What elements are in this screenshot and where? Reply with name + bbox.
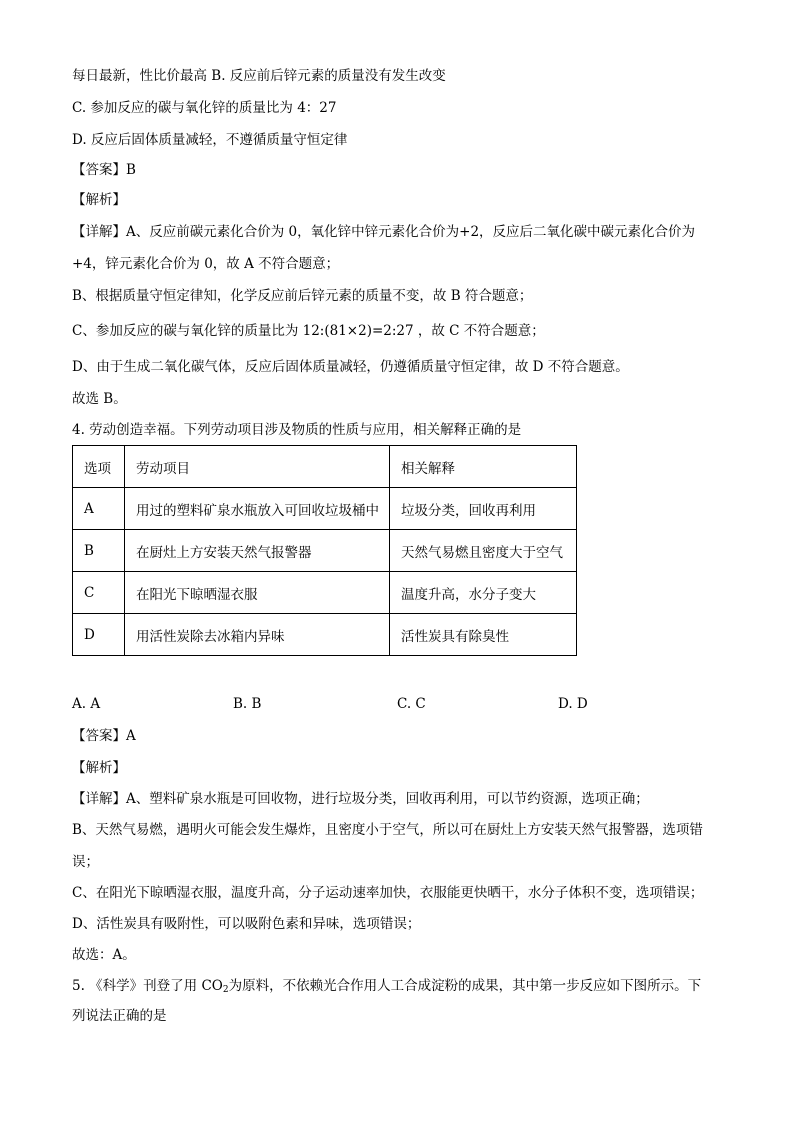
- co2-subscript: 2: [222, 985, 229, 995]
- q4-options-table: [72, 445, 577, 656]
- table-row: [73, 488, 577, 530]
- table-row: [73, 530, 577, 572]
- choice-d: D. D: [558, 696, 588, 712]
- q3-option-d: D. 反应后固体质量减轻，不遵循质量守恒定律: [72, 132, 348, 148]
- table-cell: C: [73, 572, 125, 614]
- q3-explanation-d: D、由于生成二氧化碳气体，反应后固体质量减轻，仍遵循质量守恒定律，故 D 不符合题意。: [72, 359, 629, 375]
- choice-b: B. B: [233, 696, 262, 712]
- q3-option-b-line: 每日最新，性比价最高 B. 反应前后锌元素的质量没有发生改变: [72, 68, 446, 84]
- choice-c: C. C: [397, 696, 426, 712]
- table-cell: 垃圾分类，回收再利用: [390, 488, 577, 530]
- table-cell: 用过的塑料矿泉水瓶放入可回收垃圾桶中: [125, 488, 390, 530]
- q3-explanation-1: 【详解】A、反应前碳元素化合价为 0，氧化锌中锌元素化合价为+2，反应后二氧化碳中碳元素化合价为: [72, 224, 696, 240]
- table-header-row: [73, 446, 577, 488]
- q4-explanation-b-1: B、天然气易燃，遇明火可能会发生爆炸，且密度小于空气，所以可在厨灶上方安装天然气报警器，选项错: [72, 822, 703, 838]
- q3-answer: 【答案】B: [72, 162, 136, 178]
- q4-analysis-heading: 【解析】: [72, 760, 126, 776]
- table-cell: 天然气易燃且密度大于空气: [390, 530, 577, 572]
- q3-analysis-heading: 【解析】: [72, 192, 126, 208]
- q4-explanation-d: D、活性炭具有吸附性，可以吸附色素和异味，选项错误；: [72, 916, 421, 932]
- q4-conclusion: 故选：A。: [72, 947, 136, 963]
- table-cell: 活性炭具有除臭性: [390, 614, 577, 656]
- table-cell: D: [73, 614, 125, 656]
- q5-stem-2: 列说法正确的是: [72, 1008, 167, 1024]
- table-row: [73, 614, 577, 656]
- q5-stem-part-2: 为原料，不依赖光合作用人工合成淀粉的成果，其中第一步反应如下图所示。下: [228, 978, 702, 994]
- q5-stem-part-1: 5. 《科学》刊登了用 CO: [72, 978, 223, 994]
- q3-explanation-c: C、参加反应的碳与氧化锌的质量比为 12:(81×2)=2:27 ，故 C 不符合题意；: [72, 323, 545, 339]
- q5-stem-1: [72, 976, 701, 1000]
- q3-explanation-b: B、根据质量守恒定律知，化学反应前后锌元素的质量不变，故 B 符合题意；: [72, 288, 533, 304]
- choice-a: A. A: [72, 696, 101, 712]
- table-row: [73, 572, 577, 614]
- q4-explanation-b-2: 误；: [72, 854, 99, 870]
- table-cell: 在阳光下晾晒湿衣服: [125, 572, 390, 614]
- q3-conclusion: 故选 B。: [72, 391, 127, 407]
- q3-option-c: C. 参加反应的碳与氧化锌的质量比为 4：27: [72, 100, 337, 116]
- table-header-cell: 相关解释: [390, 446, 577, 488]
- q4-choices: [0, 694, 794, 714]
- table-cell: 用活性炭除去冰箱内异味: [125, 614, 390, 656]
- q4-explanation-c: C、在阳光下晾晒湿衣服，温度升高，分子运动速率加快，衣服能更快晒干，水分子体积不变，选项错误；: [72, 885, 704, 901]
- q3-explanation-2: +4，锌元素化合价为 0，故 A 不符合题意；: [72, 256, 340, 272]
- q4-answer: 【答案】A: [72, 728, 136, 744]
- table-cell: B: [73, 530, 125, 572]
- table-cell: 在厨灶上方安装天然气报警器: [125, 530, 390, 572]
- table-cell: A: [73, 488, 125, 530]
- table-cell: 温度升高，水分子变大: [390, 572, 577, 614]
- table-header-cell: 劳动项目: [125, 446, 390, 488]
- q4-explanation-a: 【详解】A、塑料矿泉水瓶是可回收物，进行垃圾分类，回收再利用，可以节约资源，选项正确；: [72, 791, 649, 807]
- table-header-cell: 选项: [73, 446, 125, 488]
- q4-stem: 4. 劳动创造幸福。下列劳动项目涉及物质的性质与应用，相关解释正确的是: [72, 422, 522, 438]
